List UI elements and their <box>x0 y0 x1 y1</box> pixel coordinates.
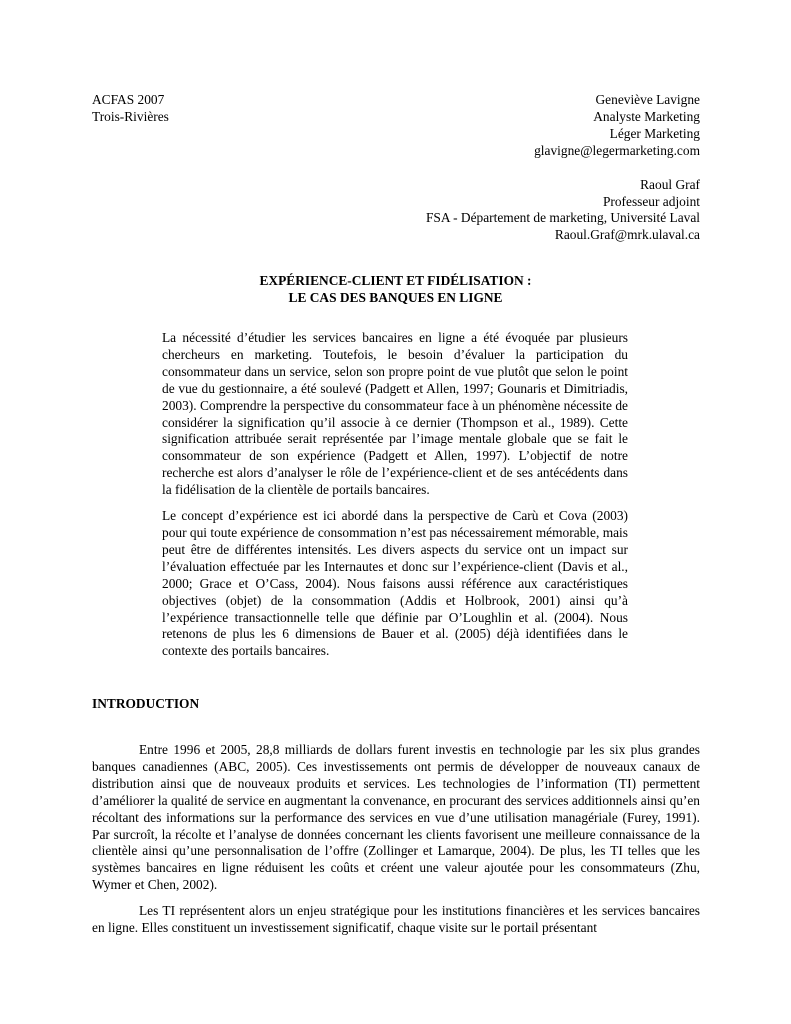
body-paragraph: Entre 1996 et 2005, 28,8 milliards de dollars furent investis en technologie par les six plus grandes banques canadiennes (ABC, 2005). Ces investissements ont permis de développer de nouveaux canaux de distribution ainsi que de nouveaux produits et services. Les technologies de l’information (TI) permettent d’améliorer la qualité de service en augmentant la convenance, en procurant des services additionnels ainsi qu’en récoltant des informations sur la performance des services en vue d’une utilisation managériale (Furey, 1991). Par surcroît, la récolte et l’analyse de données concernant les clients favorisent une meilleure connaissance de la clientèle ainsi qu’une personnalisation de l’offre (Zollinger et Lamarque, 2004). De plus, les TI telles que les systèmes bancaires en ligne réduisent les coûts et créent une valeur ajoutée pour les consommateurs (Zhu, Wymer et Chen, 2002). <box>92 742 700 893</box>
section-heading-introduction: INTRODUCTION <box>92 696 200 711</box>
author-title: Professeur adjoint <box>602 193 700 209</box>
author-affiliation: FSA - Département de marketing, Université Laval <box>425 210 700 226</box>
conference-location: Trois-Rivières <box>92 108 169 124</box>
author-title: Analyste Marketing <box>593 108 700 124</box>
conference-info <box>92 92 169 126</box>
author-affiliation: Léger Marketing <box>609 125 700 141</box>
abstract-paragraph: Le concept d’expérience est ici abordé dans la perspective de Carù et Cova (2003) pour qui toute expérience de consommation n’est pas nécessairement mémorable, mais peut être de différentes intensités. Les divers aspects du service ont un impact sur l’évaluation effectuée par les Internautes et donc sur l’expérience-client (Davis et al., 2000; Grace et O’Cass, 2004). Nous faisons aussi référence aux caractéristiques objectives (objet) de la consommation (Addis et Holbrook, 2001) ainsi qu’à l’expérience transactionnelle telle que définie par O’Loughlin et al. (2004). Nous retenons de plus les 6 dimensions de Bauer et al. (2005) déjà identifiées dans le contexte des portails bancaires. <box>162 508 628 659</box>
author-spacer <box>426 160 700 177</box>
conference-name: ACFAS 2007 <box>92 92 165 107</box>
author-email: glavigne@legermarketing.com <box>534 142 700 158</box>
abstract <box>162 330 628 669</box>
title-line-2: LE CAS DES BANQUES EN LIGNE <box>288 289 503 305</box>
author-name: Geneviève Lavigne <box>595 92 700 107</box>
author-name: Raoul Graf <box>640 176 700 192</box>
author-email: Raoul.Graf@mrk.ulaval.ca <box>554 227 700 243</box>
author-block <box>426 92 700 244</box>
title-line-1: EXPÉRIENCE-CLIENT ET FIDÉLISATION : <box>259 273 532 288</box>
abstract-paragraph: La nécessité d’étudier les services bancaires en ligne a été évoquée par plusieurs chercheurs en marketing. Toutefois, le besoin d’évaluer la participation du consommateur dans un service, selon son propre point de vue plutôt que selon le point de vue du gestionnaire, a été soulevé (Padgett et Allen, 1997; Gounaris et Dimitriadis, 2003). Comprendre la perspective du consommateur face à un phénomène nécessite de considérer la signification qu’il associe à ce dernier (Thompson et al., 1989). Cette signification attribuée serait représentée par l’image mentale globale que se fait le consommateur de son expérience (Padgett et Allen, 1997). L’objectif de notre recherche est alors d’analyser le rôle de l’expérience-client et de ses antécédents dans la fidélisation de la clientèle de portails bancaires. <box>162 330 628 498</box>
introduction-body <box>92 742 700 946</box>
paper-title <box>0 273 791 307</box>
body-paragraph: Les TI représentent alors un enjeu stratégique pour les institutions financières et les services bancaires en ligne. Elles constituent un investissement significatif, chaque visite sur le portail présentant <box>92 903 700 936</box>
